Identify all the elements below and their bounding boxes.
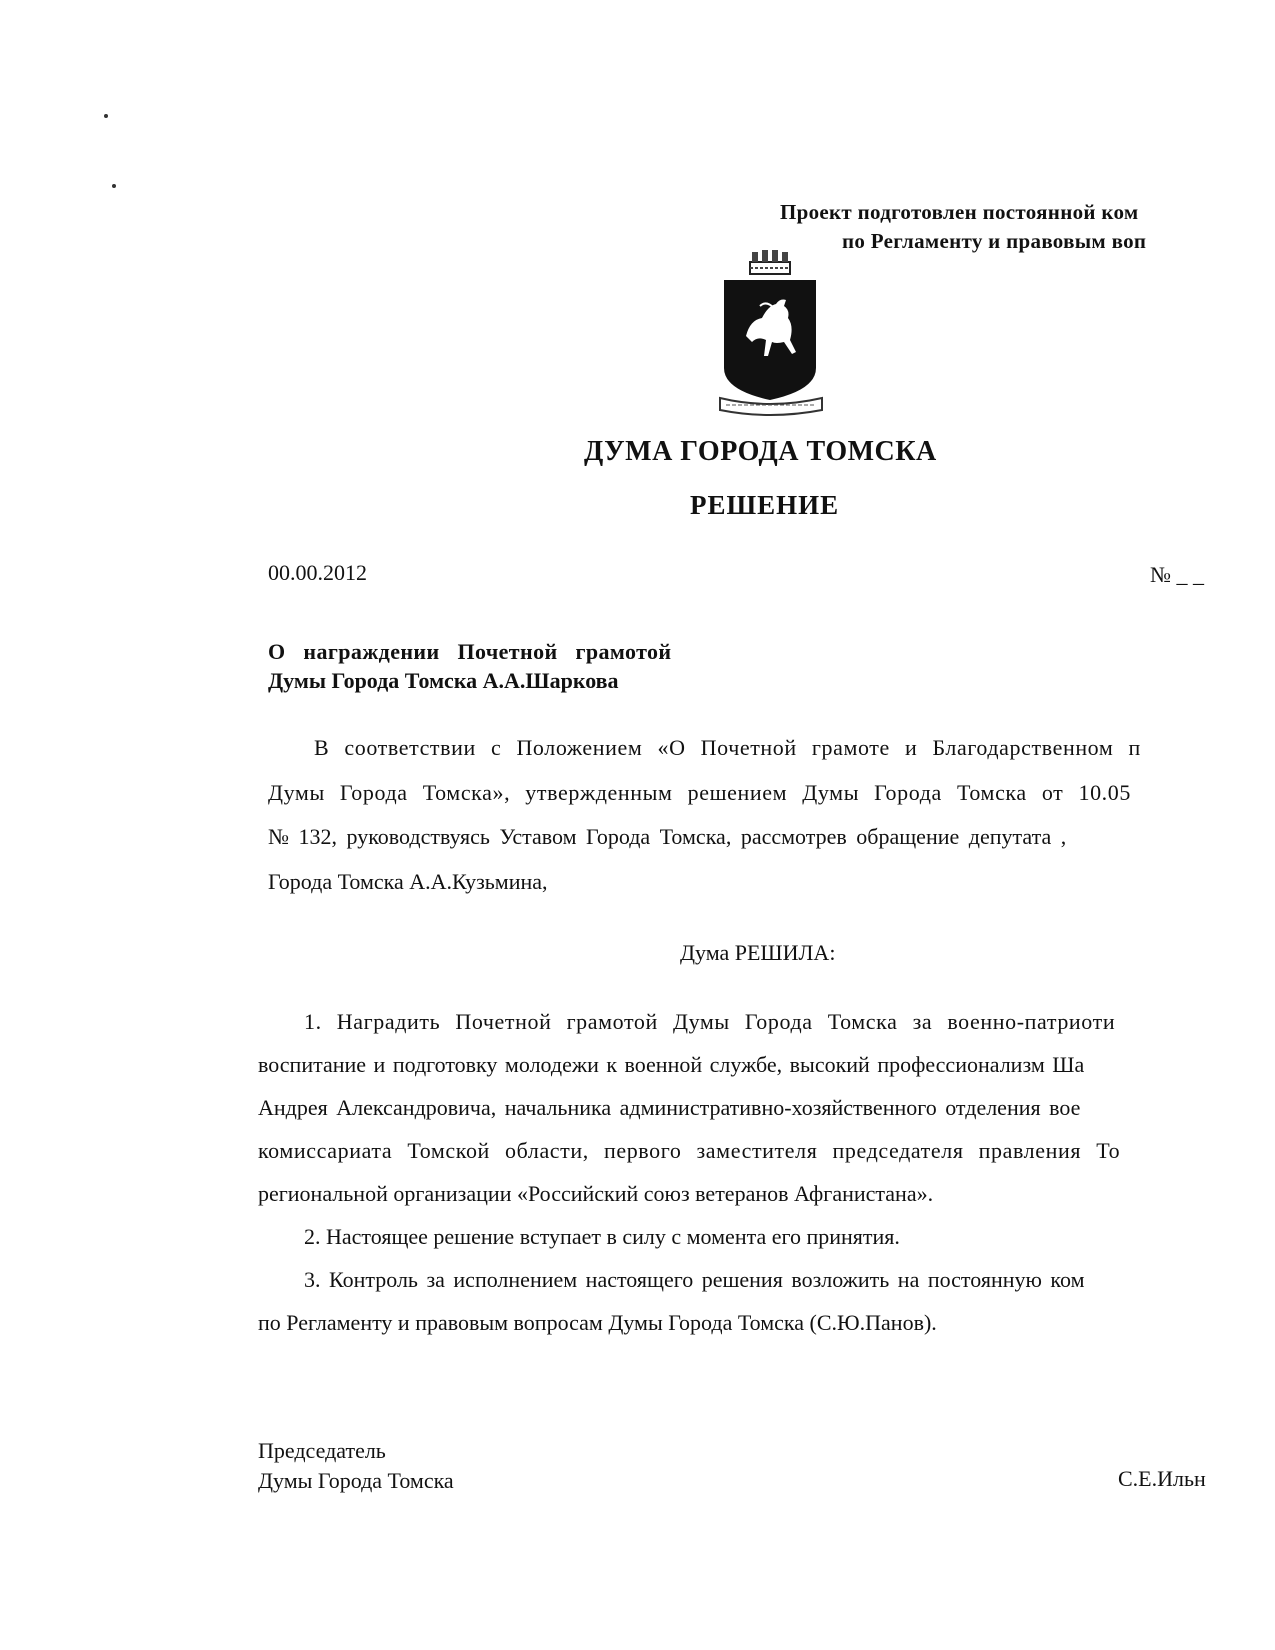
tomsk-coat-of-arms-icon [716, 248, 826, 418]
preamble-line: № 132, руководствуясь Уставом Города Томска, рассмотрев обращение депутата , [268, 824, 1067, 849]
project-note-line1: Проект подготовлен постоянной ком [780, 200, 1139, 224]
item1-line: воспитание и подготовку молодежи к военной службе, высокий профессионализм Ша [258, 1052, 1085, 1077]
item1-line: комиссариата Томской области, первого заместителя председателя правления То [258, 1138, 1121, 1163]
item3-line: по Регламенту и правовым вопросам Думы Города Томска (С.Ю.Панов). [258, 1310, 937, 1335]
signature-title [258, 1436, 454, 1496]
signature-title-line1: Председатель [258, 1438, 386, 1463]
decision-date: 00.00.2012 [268, 560, 367, 585]
item1-line: 1. Наградить Почетной грамотой Думы Города Томска за военно-патриоти [304, 1009, 1116, 1034]
decision-number: № _ _ [1150, 562, 1204, 587]
item1-line: Андрея Александровича, начальника административно-хозяйственного отделения вое [258, 1095, 1081, 1120]
preamble-line: Города Томска А.А.Кузьмина, [268, 868, 548, 894]
item1-line: региональной организации «Российский союз ветеранов Афганистана». [258, 1181, 934, 1206]
project-note [780, 198, 1275, 256]
signature-name: С.Е.Ильн [1118, 1466, 1206, 1491]
organization-title: ДУМА ГОРОДА ТОМСКА [584, 436, 937, 467]
scan-speck [112, 184, 116, 188]
item2-line: 2. Настоящее решение вступает в силу с момента его принятия. [304, 1224, 900, 1249]
preamble-line: Думы Города Томска», утвержденным решением Думы Города Томска от 10.05 [268, 779, 1131, 805]
subject-line2: Думы Города Томска А.А.Шаркова [268, 668, 619, 693]
resolution-label: Дума РЕШИЛА: [680, 940, 836, 965]
document-type-title: РЕШЕНИЕ [690, 490, 840, 520]
decision-items [258, 1000, 1275, 1344]
signature-title-line2: Думы Города Томска [258, 1468, 454, 1493]
subject-line1: О награждении Почетной грамотой [268, 639, 672, 664]
preamble-line: В соответствии с Положением «О Почетной грамоте и Благодарственном п [314, 735, 1141, 760]
item3-line: 3. Контроль за исполнением настоящего решения возложить на постоянную ком [304, 1267, 1085, 1292]
project-note-line2: по Регламенту и правовым воп [842, 229, 1147, 253]
decision-subject [268, 637, 671, 695]
scan-speck [104, 114, 108, 118]
preamble [268, 726, 1275, 904]
